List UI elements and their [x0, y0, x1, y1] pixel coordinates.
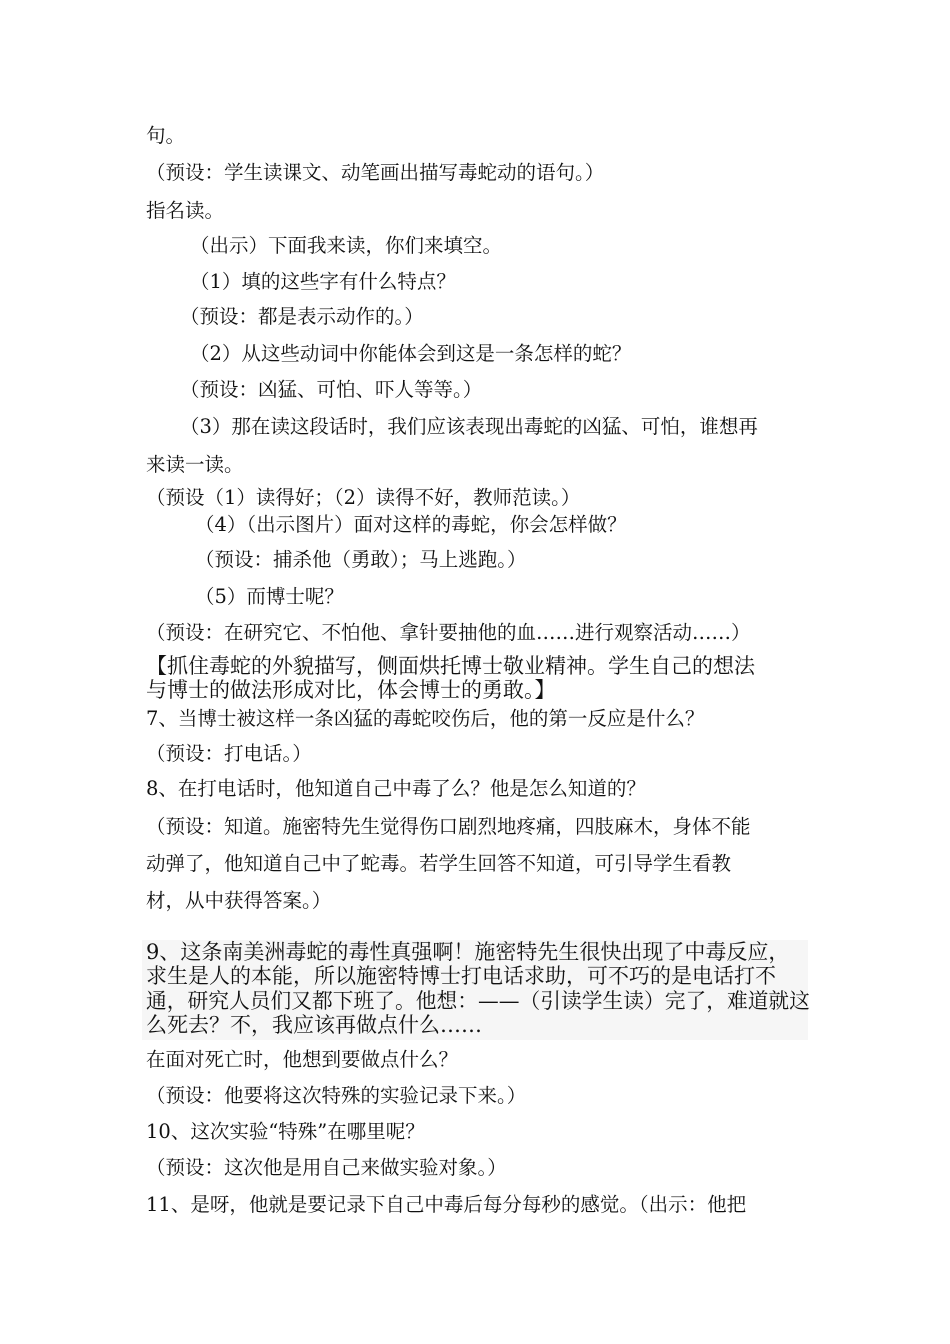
text-line: 句。 — [146, 124, 186, 147]
text-line: （预设：都是表示动作的。） — [180, 305, 424, 328]
text-line: （预设：知道。施密特先生觉得伤口剧烈地疼痛，四肢麻木，身体不能 — [146, 815, 751, 838]
text-line: （3）那在读这段话时，我们应该表现出毒蛇的凶猛、可怕，谁想再 — [180, 415, 758, 438]
text-line: （预设：学生读课文、动笔画出描写毒蛇动的语句。） — [146, 161, 605, 184]
text-line: 7、当博士被这样一条凶猛的毒蛇咬伤后，他的第一反应是什么？ — [146, 707, 705, 730]
text-line: （预设：这次他是用自己来做实验对象。） — [146, 1156, 507, 1179]
text-line: 来读一读。 — [146, 453, 244, 476]
text-line: 10、这次实验“特殊”在哪里呢？ — [146, 1120, 425, 1143]
text-line: （1）填的这些字有什么特点？ — [190, 270, 456, 293]
text-line: 指名读。 — [146, 199, 225, 222]
text-line: （预设：凶猛、可怕、吓人等等。） — [180, 378, 483, 401]
text-line: 8、在打电话时，他知道自己中毒了么？他是怎么知道的？ — [146, 777, 646, 800]
text-line: （预设：捕杀他（勇敢）；马上逃跑。） — [195, 548, 527, 571]
text-line: 11、是呀，他就是要记录下自己中毒后每分每秒的感觉。（出示：他把 — [146, 1193, 747, 1216]
text-line: 动弹了，他知道自己中了蛇毒。若学生回答不知道，可引导学生看教 — [146, 852, 732, 875]
text-line: （4）（出示图片）面对这样的毒蛇，你会怎样做？ — [195, 513, 627, 536]
text-line: 与博士的做法形成对比，体会博士的勇敢。】 — [146, 678, 556, 702]
text-line: （预设：在研究它、不怕他、拿针要抽他的血……进行观察活动……） — [146, 621, 751, 644]
text-line: （2）从这些动词中你能体会到这是一条怎样的蛇？ — [190, 342, 632, 365]
text-line: （预设：他要将这次特殊的实验记录下来。） — [146, 1084, 527, 1107]
text-line: （预设（1）读得好；（2）读得不好，教师范读。） — [146, 486, 581, 509]
text-line: 通，研究人员们又都下班了。他想：——（引读学生读）完了，难道就这 — [146, 989, 810, 1013]
text-line: 9、这条南美洲毒蛇的毒性真强啊！施密特先生很快出现了中毒反应， — [146, 940, 790, 964]
text-line: 求生是人的本能，所以施密特博士打电话求助，可不巧的是电话打不 — [146, 964, 776, 988]
text-line: 材，从中获得答案。） — [146, 889, 332, 912]
text-line: （预设：打电话。） — [146, 742, 312, 765]
text-line: （5）而博士呢？ — [195, 585, 344, 608]
text-line: 么死去？不，我应该再做点什么…… — [146, 1013, 482, 1037]
text-line: 在面对死亡时，他想到要做点什么？ — [146, 1048, 459, 1071]
text-line: （出示）下面我来读，你们来填空。 — [190, 234, 503, 257]
text-line: 【抓住毒蛇的外貌描写，侧面烘托博士敬业精神。学生自己的想法 — [146, 654, 755, 678]
